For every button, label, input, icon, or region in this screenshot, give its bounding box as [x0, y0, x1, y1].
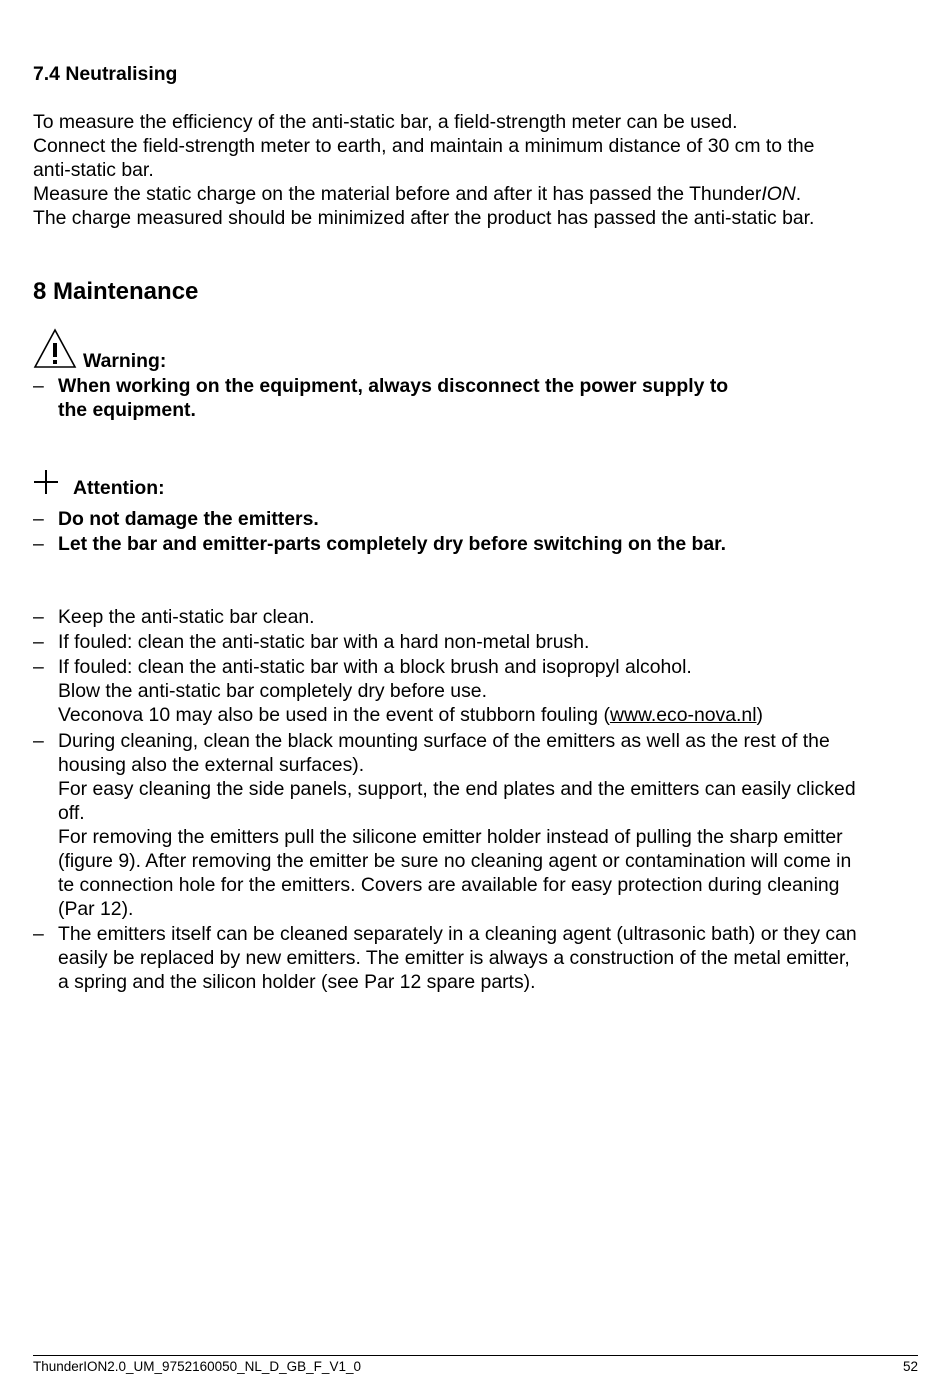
list-item-4-line-3: For easy cleaning the side panels, support, the end plates and the emitters can easily clicked	[58, 778, 856, 800]
eco-nova-link[interactable]: www.eco-nova.nl	[609, 704, 757, 726]
list-dash-5: –	[33, 923, 44, 945]
warning-label: Warning:	[83, 350, 167, 372]
list-dash-1: –	[33, 606, 44, 628]
body-line-2: Connect the field-strength meter to earth, and maintain a minimum distance of 30 cm to the	[33, 135, 815, 157]
list-item-4-line-5: For removing the emitters pull the silicone emitter holder instead of pulling the sharp emitter	[58, 826, 843, 848]
footer-divider	[33, 1355, 918, 1356]
list-dash-2: –	[33, 631, 44, 653]
list-item-1: Keep the anti-static bar clean.	[58, 606, 315, 628]
list-item-5-line-2: easily be replaced by new emitters. The emitter is always a construction of the metal emitter,	[58, 947, 850, 969]
section-heading-7-4: 7.4 Neutralising	[33, 63, 178, 85]
warning-line-1: When working on the equipment, always disconnect the power supply to	[58, 375, 729, 397]
body-line-4-period: .	[795, 183, 802, 205]
list-item-4-line-2: housing also the external surfaces).	[58, 754, 365, 776]
warning-line-2: the equipment.	[58, 399, 196, 421]
brand-ion: ION	[761, 183, 796, 205]
warning-triangle-icon	[33, 328, 77, 370]
attention-item-1: Do not damage the emitters.	[58, 508, 319, 530]
body-line-4	[33, 182, 801, 206]
section-heading-8: 8 Maintenance	[33, 278, 199, 305]
list-dash-4: –	[33, 730, 44, 752]
list-item-4-line-8: (Par 12).	[58, 898, 134, 920]
list-item-5-line-3: a spring and the silicon holder (see Par 12 spare parts).	[58, 971, 536, 993]
list-item-4-line-4: off.	[58, 802, 85, 824]
attention-dash-1: –	[33, 508, 44, 530]
attention-dash-2: –	[33, 533, 44, 555]
list-item-5-line-1: The emitters itself can be cleaned separately in a cleaning agent (ultrasonic bath) or they can	[58, 923, 857, 945]
attention-item-2: Let the bar and emitter-parts completely dry before switching on the bar.	[58, 533, 727, 555]
list-item-4-line-7: te connection hole for the emitters. Covers are available for easy protection during cleaning	[58, 874, 840, 896]
body-line-5: The charge measured should be minimized after the product has passed the anti-static bar.	[33, 207, 815, 229]
list-item-3-line-2: Blow the anti-static bar completely dry before use.	[58, 680, 487, 702]
list-item-4-line-1: During cleaning, clean the black mounting surface of the emitters as well as the rest of the	[58, 730, 830, 752]
list-dash-3: –	[33, 656, 44, 678]
warning-dash: –	[33, 375, 44, 397]
plus-cross-icon	[33, 469, 59, 495]
list-item-3-line-3-close: )	[756, 704, 763, 726]
list-item-2: If fouled: clean the anti-static bar with a hard non-metal brush.	[58, 631, 590, 653]
body-line-4-text: Measure the static charge on the material before and after it has passed the Thunder	[33, 183, 762, 205]
list-item-4-line-6: (figure 9). After removing the emitter be sure no cleaning agent or contamination will come in	[58, 850, 852, 872]
list-item-3-line-3	[58, 703, 763, 727]
body-line-1: To measure the efficiency of the anti-static bar, a field-strength meter can be used.	[33, 111, 738, 133]
body-line-3: anti-static bar.	[33, 159, 154, 181]
list-item-3-line-3-text: Veconova 10 may also be used in the event of stubborn fouling (	[58, 704, 610, 726]
attention-label: Attention:	[73, 477, 165, 499]
footer-page-number: 52	[902, 1359, 918, 1374]
list-item-3-line-1: If fouled: clean the anti-static bar with a block brush and isopropyl alcohol.	[58, 656, 692, 678]
footer-doc-id: ThunderION2.0_UM_9752160050_NL_D_GB_F_V1_0	[33, 1359, 361, 1374]
